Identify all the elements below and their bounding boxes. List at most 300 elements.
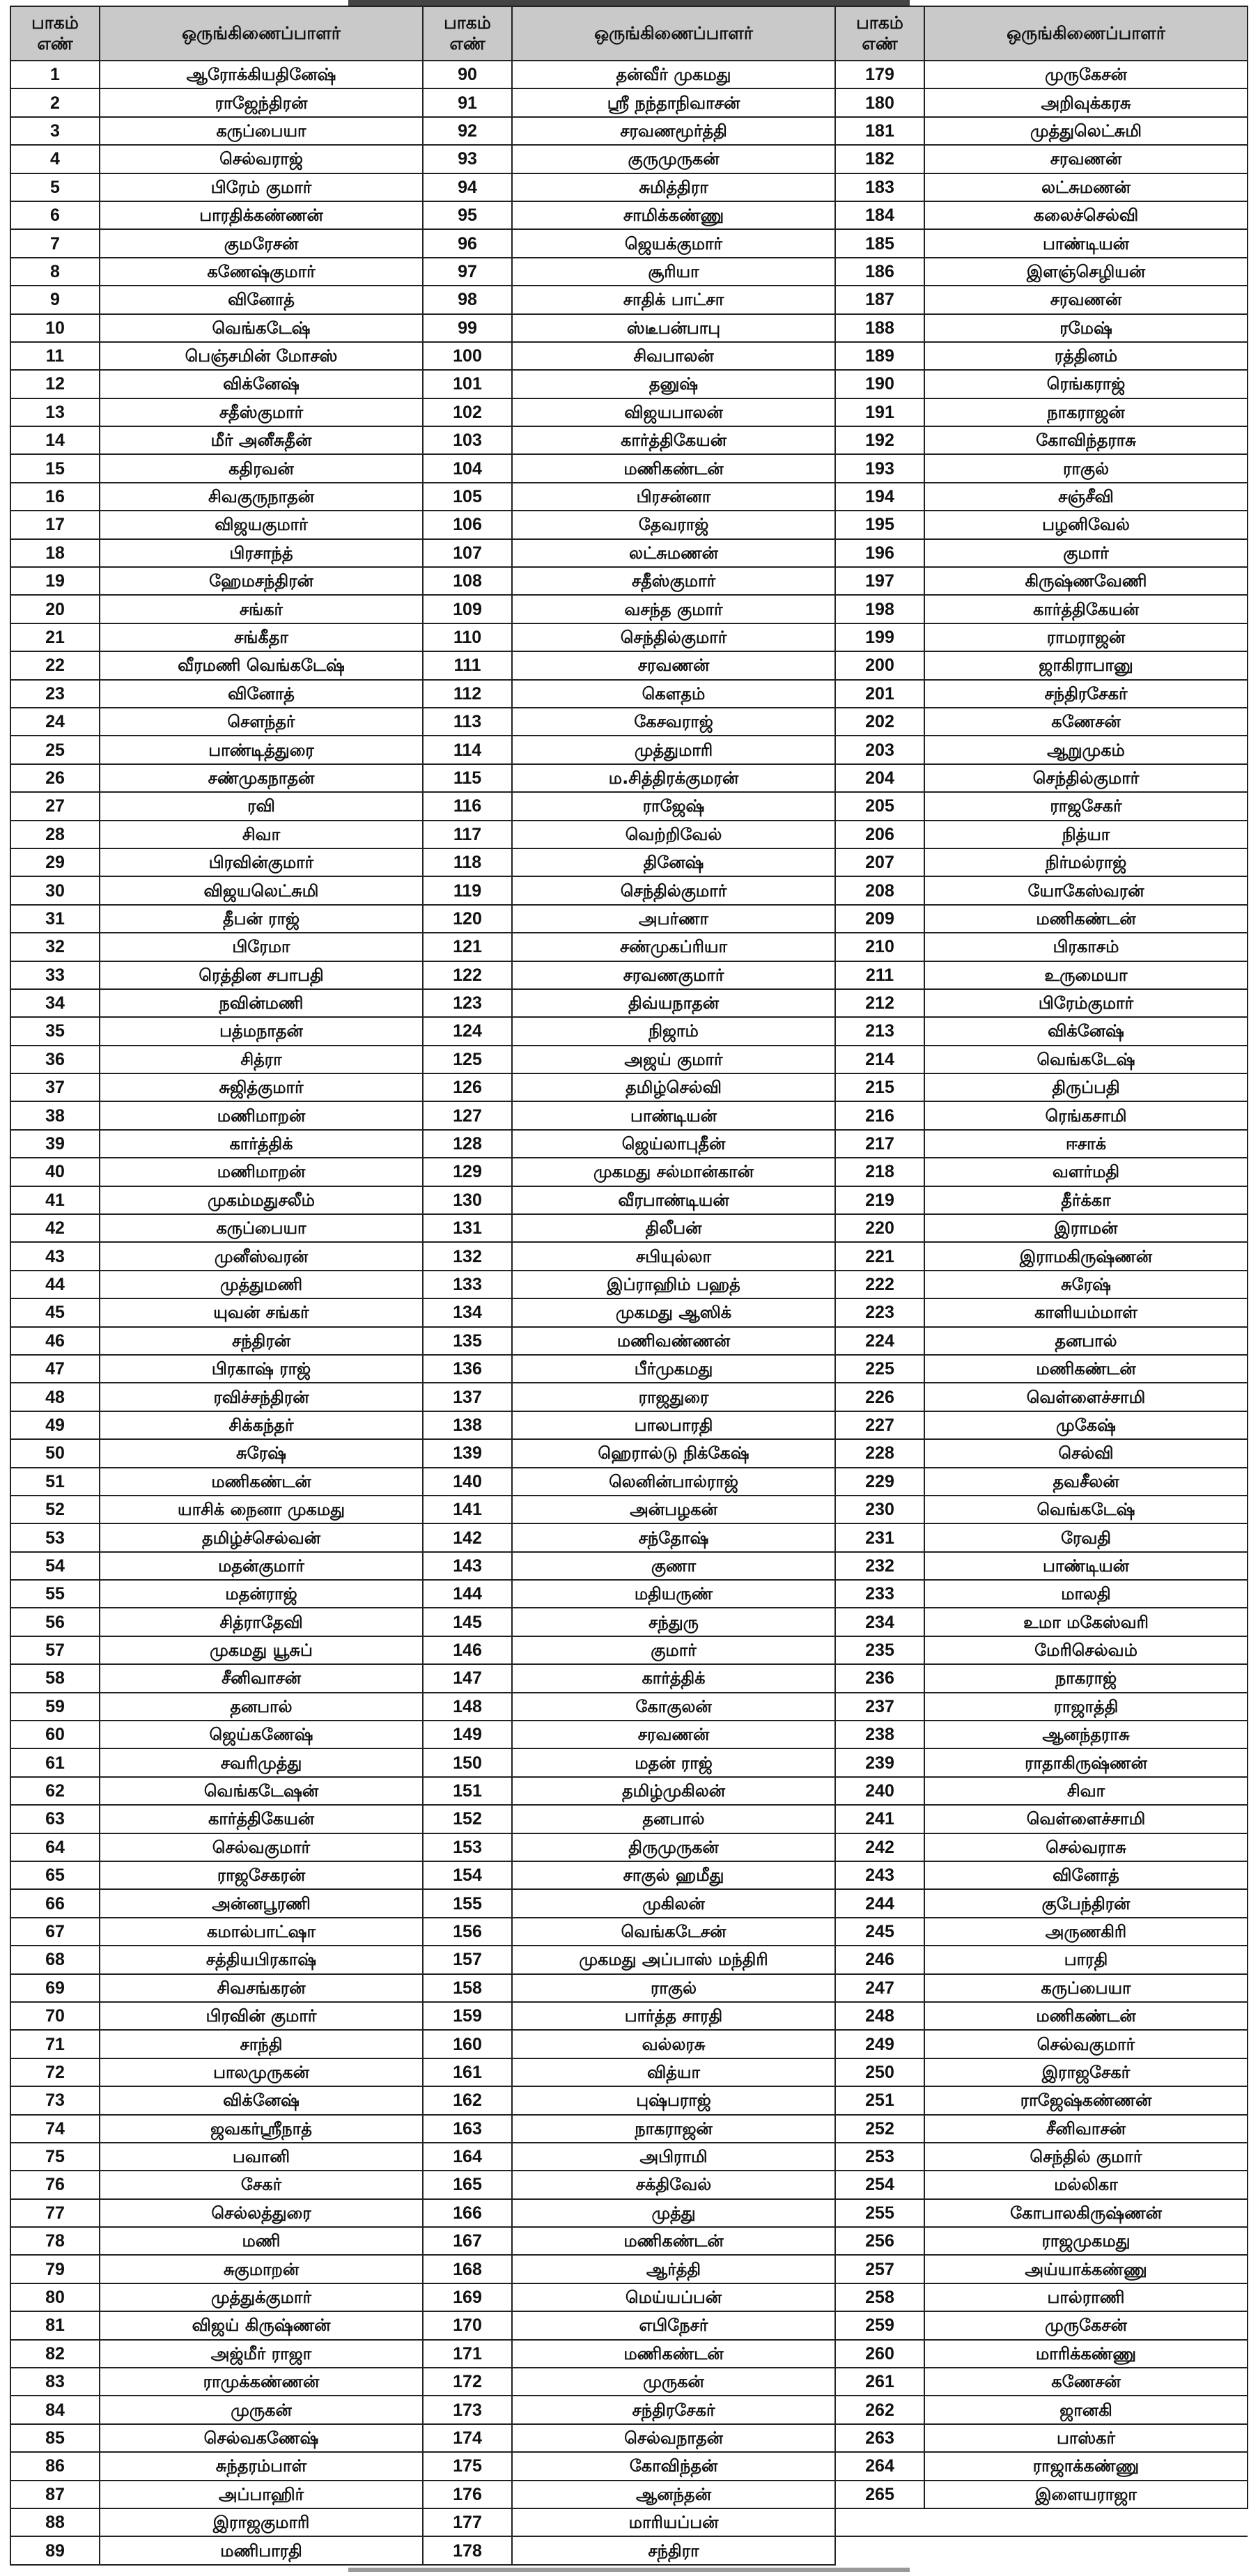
coordinator-name-cell: நவின்மணி	[100, 989, 423, 1017]
table-row	[10, 1101, 1248, 1129]
table-row	[10, 1158, 1248, 1186]
booth-number-cell: 74	[10, 2115, 100, 2143]
coordinator-name-cell: ஹெரால்டு நிக்கேஷ்	[512, 1439, 835, 1467]
booth-number-cell: 83	[10, 2368, 100, 2396]
booth-number-cell: 92	[423, 117, 512, 145]
table-row	[10, 2255, 1248, 2283]
coordinator-name-cell: ராகுல்	[924, 454, 1248, 482]
coordinator-name-cell: பார்த்த சாரதி	[512, 2002, 835, 2030]
booth-number-cell: 3	[10, 117, 100, 145]
booth-number-cell: 110	[423, 623, 512, 651]
coordinator-name-cell: ஜெயக்குமார்	[512, 229, 835, 257]
table-row	[10, 1411, 1248, 1439]
coordinator-name-cell: அய்யாக்கண்ணு	[924, 2255, 1248, 2283]
coordinator-name-cell: பிரேமா	[100, 933, 423, 961]
coordinator-name-cell: சுமித்திரா	[512, 173, 835, 201]
booth-number-cell: 6	[10, 201, 100, 229]
booth-number-cell: 206	[835, 821, 924, 848]
coordinator-name-cell: ராஜேஷ்கண்ணன்	[924, 2086, 1248, 2114]
coordinator-name-cell: உருமையா	[924, 961, 1248, 989]
booth-number-cell: 46	[10, 1327, 100, 1355]
coordinator-table	[10, 6, 1248, 2566]
booth-number-cell: 161	[423, 2058, 512, 2086]
booth-number-cell: 111	[423, 651, 512, 679]
coordinator-name-cell: தேவராஜ்	[512, 511, 835, 538]
booth-number-cell: 139	[423, 1439, 512, 1467]
coordinator-name-cell: சுரேஷ்	[924, 1271, 1248, 1298]
booth-number-cell: 154	[423, 1861, 512, 1889]
coordinator-name-cell: ராமராஜன்	[924, 623, 1248, 651]
coordinator-name-cell: ஆரோக்கியதினேஷ்	[100, 61, 423, 88]
booth-number-cell: 217	[835, 1130, 924, 1158]
coordinator-name-cell: முருகன்	[512, 2368, 835, 2396]
booth-number-cell: 239	[835, 1748, 924, 1776]
table-row	[10, 539, 1248, 567]
coordinator-name-cell: மல்லிகா	[924, 2171, 1248, 2198]
table-row	[10, 2508, 1248, 2536]
table-row	[10, 1974, 1248, 2002]
coordinator-name-cell: வினோத்	[100, 286, 423, 313]
booth-number-cell: 81	[10, 2311, 100, 2339]
table-row	[10, 2536, 1248, 2564]
booth-number-cell: 91	[423, 88, 512, 116]
coordinator-name-cell: மணிபாரதி	[100, 2536, 423, 2564]
table-row	[10, 1242, 1248, 1270]
booth-number-cell: 24	[10, 708, 100, 736]
coordinator-name-cell: ராஜேந்திரன்	[100, 88, 423, 116]
coordinator-name-cell: சூரியா	[512, 258, 835, 286]
booth-number-cell: 27	[10, 792, 100, 820]
booth-number-cell: 261	[835, 2368, 924, 2396]
booth-number-cell: 30	[10, 876, 100, 904]
coordinator-name-cell: கருப்பையா	[100, 117, 423, 145]
coordinator-name-cell: ம.சித்திரக்குமரன்	[512, 764, 835, 792]
booth-number-cell: 233	[835, 1580, 924, 1608]
coordinator-name-cell: பிரசாந்த்	[100, 539, 423, 567]
booth-number-cell: 177	[423, 2508, 512, 2536]
coordinator-name-cell: சந்தோஷ்	[512, 1523, 835, 1551]
coordinator-name-cell: குமரேசன்	[100, 229, 423, 257]
coordinator-name-cell: அன்பழகன்	[512, 1496, 835, 1523]
booth-number-cell: 10	[10, 314, 100, 342]
booth-number-cell: 203	[835, 736, 924, 763]
coordinator-name-cell: கார்த்திகேயன்	[924, 595, 1248, 623]
coordinator-name-cell: கார்த்திக்	[100, 1130, 423, 1158]
coordinator-name-cell: செந்தில்குமார்	[512, 876, 835, 904]
coordinator-name-cell: விக்னேஷ்	[100, 2086, 423, 2114]
table-row	[10, 2368, 1248, 2396]
coordinator-name-cell: உமா மகேஸ்வரி	[924, 1608, 1248, 1636]
coordinator-name-cell: சுந்தரம்பாள்	[100, 2452, 423, 2480]
booth-number-cell: 67	[10, 1918, 100, 1946]
coordinator-name-cell: பாரதிக்கண்ணன்	[100, 201, 423, 229]
coordinator-name-cell: சீனிவாசன்	[924, 2115, 1248, 2143]
coordinator-name-cell: ஸ்ரீ நந்தாநிவாசன்	[512, 88, 835, 116]
coordinator-name-cell: சக்திவேல்	[512, 2171, 835, 2198]
coordinator-name-cell: முருகன்	[100, 2396, 423, 2423]
booth-number-cell: 39	[10, 1130, 100, 1158]
coordinator-name-cell: முகேஷ்	[924, 1411, 1248, 1439]
booth-number-cell: 9	[10, 286, 100, 313]
booth-number-cell: 116	[423, 792, 512, 820]
booth-number-cell: 140	[423, 1468, 512, 1496]
coordinator-name-cell: மதியருண்	[512, 1580, 835, 1608]
booth-number-cell: 259	[835, 2311, 924, 2339]
coordinator-name-cell: கணேசன்	[924, 708, 1248, 736]
coordinator-name-cell: அஜய் குமார்	[512, 1046, 835, 1073]
table-row	[10, 933, 1248, 961]
booth-number-cell: 76	[10, 2171, 100, 2198]
table-row	[10, 1439, 1248, 1467]
coordinator-name-cell: திவ்யநாதன்	[512, 989, 835, 1017]
booth-number-cell: 137	[423, 1383, 512, 1411]
booth-number-cell: 207	[835, 848, 924, 876]
coordinator-name-cell: சரவணகுமார்	[512, 961, 835, 989]
table-row	[10, 1214, 1248, 1242]
booth-number-cell: 112	[423, 680, 512, 708]
booth-number-cell: 188	[835, 314, 924, 342]
booth-number-cell: 150	[423, 1748, 512, 1776]
table-row	[10, 2481, 1248, 2508]
table-row	[10, 1298, 1248, 1326]
booth-number-cell: 231	[835, 1523, 924, 1551]
coordinator-name-cell: ராஜேஷ்	[512, 792, 835, 820]
booth-number-cell: 204	[835, 764, 924, 792]
coordinator-name-cell: ரேவதி	[924, 1523, 1248, 1551]
booth-number-cell: 2	[10, 88, 100, 116]
header-coordinator-2: ஒருங்கிணைப்பாளர்	[512, 6, 835, 61]
table-row	[10, 117, 1248, 145]
coordinator-name-cell: வெற்றிவேல்	[512, 821, 835, 848]
coordinator-name-cell: ரவிச்சந்திரன்	[100, 1383, 423, 1411]
top-edge-rule	[348, 0, 910, 6]
table-row	[10, 2058, 1248, 2086]
coordinator-name-cell: செல்லத்துரை	[100, 2199, 423, 2227]
booth-number-cell: 35	[10, 1017, 100, 1045]
booth-number-cell: 253	[835, 2143, 924, 2171]
coordinator-name-cell: பிரசன்னா	[512, 483, 835, 511]
coordinator-name-cell: அருணகிரி	[924, 1918, 1248, 1946]
booth-number-cell: 28	[10, 821, 100, 848]
booth-number-cell: 163	[423, 2115, 512, 2143]
table-row	[10, 2199, 1248, 2227]
booth-number-cell: 16	[10, 483, 100, 511]
coordinator-name-cell: இராஜசேகர்	[924, 2058, 1248, 2086]
table-row	[10, 821, 1248, 848]
booth-number-cell: 105	[423, 483, 512, 511]
table-row	[10, 1271, 1248, 1298]
coordinator-name-cell: சதீஸ்குமார்	[100, 398, 423, 426]
table-row	[10, 1523, 1248, 1551]
table-row	[10, 201, 1248, 229]
coordinator-name-cell: சந்திரன்	[100, 1327, 423, 1355]
coordinator-name-cell: முத்து	[512, 2199, 835, 2227]
table-row	[10, 145, 1248, 173]
table-row	[10, 1693, 1248, 1721]
coordinator-name-cell: வினோத்	[924, 1861, 1248, 1889]
coordinator-name-cell: மணிவண்ணன்	[512, 1327, 835, 1355]
coordinator-name-cell: அபிராமி	[512, 2143, 835, 2171]
booth-number-cell: 11	[10, 342, 100, 370]
coordinator-name-cell: நித்யா	[924, 821, 1248, 848]
coordinator-name-cell: மணிகண்டன்	[924, 905, 1248, 933]
booth-number-cell: 254	[835, 2171, 924, 2198]
coordinator-name-cell: பாலபாரதி	[512, 1411, 835, 1439]
booth-number-cell: 165	[423, 2171, 512, 2198]
coordinator-name-cell: குபேந்திரன்	[924, 1889, 1248, 1917]
booth-number-cell: 47	[10, 1355, 100, 1383]
booth-number-cell: 220	[835, 1214, 924, 1242]
booth-number-cell: 264	[835, 2452, 924, 2480]
coordinator-name-cell: கார்த்திகேயன்	[512, 426, 835, 454]
booth-number-cell: 56	[10, 1608, 100, 1636]
coordinator-name-cell: தவசீலன்	[924, 1468, 1248, 1496]
coordinator-name-cell: ஸ்டீபன்பாபு	[512, 314, 835, 342]
table-row	[10, 258, 1248, 286]
coordinator-name-cell: அஜ்மீர் ராஜா	[100, 2340, 423, 2368]
booth-number-cell: 219	[835, 1186, 924, 1214]
booth-number-cell: 102	[423, 398, 512, 426]
table-row	[10, 398, 1248, 426]
coordinator-name-cell: முகமது யூசுப்	[100, 1636, 423, 1664]
booth-number-cell: 214	[835, 1046, 924, 1073]
coordinator-name-cell: முகமது அப்பாஸ் மந்திரி	[512, 1946, 835, 1973]
table-row	[10, 1017, 1248, 1045]
coordinator-name-cell: செல்வி	[924, 1439, 1248, 1467]
coordinator-name-cell: வெள்ளைச்சாமி	[924, 1383, 1248, 1411]
booth-number-cell: 55	[10, 1580, 100, 1608]
coordinator-name-cell: பீர்முகமது	[512, 1355, 835, 1383]
coordinator-name-cell: சரவணன்	[512, 1721, 835, 1748]
booth-number-cell: 172	[423, 2368, 512, 2396]
coordinator-name-cell: செல்வநாதன்	[512, 2424, 835, 2452]
coordinator-name-cell: சிவா	[924, 1777, 1248, 1805]
booth-number-cell: 198	[835, 595, 924, 623]
coordinator-name-cell: சந்திரசேகர்	[512, 2396, 835, 2423]
booth-number-cell: 12	[10, 370, 100, 398]
table-row	[10, 2340, 1248, 2368]
booth-number-cell: 144	[423, 1580, 512, 1608]
table-row	[10, 511, 1248, 538]
table-row	[10, 483, 1248, 511]
coordinator-name-cell: ஈசாக்	[924, 1130, 1248, 1158]
coordinator-name-cell: விஜயலெட்சுமி	[100, 876, 423, 904]
coordinator-name-cell: கமால்பாட்ஷா	[100, 1918, 423, 1946]
coordinator-name-cell: பாரதி	[924, 1946, 1248, 1973]
coordinator-name-cell: இப்ராஹிம் பஹத்	[512, 1271, 835, 1298]
coordinator-name-cell: ஜவகர்ஸ்ரீநாத்	[100, 2115, 423, 2143]
coordinator-name-cell: விஜயபாலன்	[512, 398, 835, 426]
booth-number-cell: 33	[10, 961, 100, 989]
table-row	[10, 708, 1248, 736]
coordinator-name-cell: சிவகுருநாதன்	[100, 483, 423, 511]
booth-number-cell: 21	[10, 623, 100, 651]
coordinator-name-cell: மீர் அனீசுதீன்	[100, 426, 423, 454]
coordinator-name-cell: சுஜித்குமார்	[100, 1073, 423, 1101]
booth-number-cell: 148	[423, 1693, 512, 1721]
booth-number-cell: 115	[423, 764, 512, 792]
booth-number-cell: 185	[835, 229, 924, 257]
booth-number-cell: 65	[10, 1861, 100, 1889]
coordinator-name-cell: தனுஷ்	[512, 370, 835, 398]
booth-number-cell: 48	[10, 1383, 100, 1411]
booth-number-cell: 182	[835, 145, 924, 173]
coordinator-name-cell: சண்முகநாதன்	[100, 764, 423, 792]
coordinator-name-cell: நாகராஜ்	[924, 1664, 1248, 1692]
booth-number-cell: 68	[10, 1946, 100, 1973]
booth-number-cell: 141	[423, 1496, 512, 1523]
coordinator-name-cell: சந்திரா	[512, 2536, 835, 2564]
coordinator-name-cell: பிரவின்குமார்	[100, 848, 423, 876]
booth-number-cell: 167	[423, 2227, 512, 2255]
booth-number-cell: 75	[10, 2143, 100, 2171]
coordinator-name-cell: கலைச்செல்வி	[924, 201, 1248, 229]
coordinator-name-cell: அபர்ணா	[512, 905, 835, 933]
table-row	[10, 848, 1248, 876]
table-row	[10, 1046, 1248, 1073]
booth-number-cell: 151	[423, 1777, 512, 1805]
coordinator-name-cell: குணா	[512, 1552, 835, 1580]
coordinator-name-cell: ராஜதுரை	[512, 1383, 835, 1411]
coordinator-name-cell: மணிகண்டன்	[924, 2002, 1248, 2030]
booth-number-cell: 87	[10, 2481, 100, 2508]
booth-number-cell: 22	[10, 651, 100, 679]
booth-number-cell: 251	[835, 2086, 924, 2114]
coordinator-name-cell: மதன்குமார்	[100, 1552, 423, 1580]
table-row	[10, 1833, 1248, 1861]
booth-number-cell: 263	[835, 2424, 924, 2452]
coordinator-name-cell: இராமகிருஷ்ணன்	[924, 1242, 1248, 1270]
booth-number-cell: 241	[835, 1805, 924, 1833]
booth-number-cell: 43	[10, 1242, 100, 1270]
booth-number-cell: 193	[835, 454, 924, 482]
booth-number-cell: 17	[10, 511, 100, 538]
booth-number-cell: 59	[10, 1693, 100, 1721]
booth-number-cell: 153	[423, 1833, 512, 1861]
booth-number-cell: 78	[10, 2227, 100, 2255]
booth-number-cell: 265	[835, 2481, 924, 2508]
booth-number-cell: 57	[10, 1636, 100, 1664]
booth-number-cell: 174	[423, 2424, 512, 2452]
booth-number-cell: 247	[835, 1974, 924, 2002]
coordinator-name-cell: வசந்த குமார்	[512, 595, 835, 623]
coordinator-name-cell: ராஜமுகமது	[924, 2227, 1248, 2255]
coordinator-name-cell: சரவணன்	[512, 651, 835, 679]
booth-number-cell: 166	[423, 2199, 512, 2227]
coordinator-name-cell: மணி	[100, 2227, 423, 2255]
booth-number-cell: 199	[835, 623, 924, 651]
booth-number-cell: 132	[423, 1242, 512, 1270]
table-row	[10, 1383, 1248, 1411]
booth-number-cell: 20	[10, 595, 100, 623]
booth-number-cell: 8	[10, 258, 100, 286]
booth-number-cell: 258	[835, 2283, 924, 2311]
booth-number-cell: 82	[10, 2340, 100, 2368]
booth-number-cell: 1	[10, 61, 100, 88]
coordinator-name-cell: வல்லரசு	[512, 2030, 835, 2058]
table-row	[10, 2171, 1248, 2198]
coordinator-name-cell: நாகராஜன்	[924, 398, 1248, 426]
header-coordinator-3: ஒருங்கிணைப்பாளர்	[924, 6, 1248, 61]
coordinator-name-cell: ரெத்தின சபாபதி	[100, 961, 423, 989]
booth-number-cell: 200	[835, 651, 924, 679]
booth-number-cell: 58	[10, 1664, 100, 1692]
booth-number-cell: 211	[835, 961, 924, 989]
table-row	[10, 286, 1248, 313]
table-row	[10, 989, 1248, 1017]
coordinator-name-cell: பிரேம் குமார்	[100, 173, 423, 201]
coordinator-name-cell: சத்தியபிரகாஷ்	[100, 1946, 423, 1973]
booth-number-cell: 221	[835, 1242, 924, 1270]
coordinator-name-cell: ஜானகி	[924, 2396, 1248, 2423]
coordinator-name-cell: ஆர்த்தி	[512, 2255, 835, 2283]
booth-number-cell: 218	[835, 1158, 924, 1186]
booth-number-cell: 128	[423, 1130, 512, 1158]
header-booth-number-2: பாகம் எண்	[423, 6, 512, 61]
coordinator-name-cell: மணிமாறன்	[100, 1158, 423, 1186]
coordinator-name-cell: முகமது ஆஸிக்	[512, 1298, 835, 1326]
empty-cell	[924, 2536, 1248, 2564]
booth-number-cell: 149	[423, 1721, 512, 1748]
booth-number-cell: 192	[835, 426, 924, 454]
coordinator-name-cell: செல்வராசு	[924, 1833, 1248, 1861]
booth-number-cell: 210	[835, 933, 924, 961]
booth-number-cell: 212	[835, 989, 924, 1017]
booth-number-cell: 94	[423, 173, 512, 201]
empty-cell	[835, 2536, 924, 2564]
booth-number-cell: 178	[423, 2536, 512, 2564]
table-row	[10, 229, 1248, 257]
table-row	[10, 1580, 1248, 1608]
booth-number-cell: 38	[10, 1101, 100, 1129]
coordinator-name-cell: பவானி	[100, 2143, 423, 2171]
booth-number-cell: 252	[835, 2115, 924, 2143]
coordinator-name-cell: கௌதம்	[512, 680, 835, 708]
booth-number-cell: 164	[423, 2143, 512, 2171]
coordinator-name-cell: திலீபன்	[512, 1214, 835, 1242]
table-body	[10, 61, 1248, 2565]
booth-number-cell: 126	[423, 1073, 512, 1101]
booth-number-cell: 79	[10, 2255, 100, 2283]
booth-number-cell: 142	[423, 1523, 512, 1551]
table-row	[10, 1130, 1248, 1158]
booth-number-cell: 133	[423, 1271, 512, 1298]
table-row	[10, 1496, 1248, 1523]
table-row	[10, 454, 1248, 482]
coordinator-name-cell: சங்கீதா	[100, 623, 423, 651]
coordinator-name-cell: நிஜாம்	[512, 1017, 835, 1045]
coordinator-name-cell: வெங்கடேசன்	[512, 1918, 835, 1946]
booth-number-cell: 60	[10, 1721, 100, 1748]
coordinator-name-cell: தனபால்	[924, 1327, 1248, 1355]
booth-number-cell: 63	[10, 1805, 100, 1833]
booth-number-cell: 143	[423, 1552, 512, 1580]
booth-number-cell: 117	[423, 821, 512, 848]
booth-number-cell: 197	[835, 567, 924, 595]
coordinator-name-cell: மணிமாறன்	[100, 1101, 423, 1129]
table-row	[10, 1748, 1248, 1776]
booth-number-cell: 25	[10, 736, 100, 763]
coordinator-name-cell: இளையராஜா	[924, 2481, 1248, 2508]
booth-number-cell: 196	[835, 539, 924, 567]
booth-number-cell: 226	[835, 1383, 924, 1411]
coordinator-name-cell: பத்மநாதன்	[100, 1017, 423, 1045]
booth-number-cell: 45	[10, 1298, 100, 1326]
coordinator-name-cell: பாண்டித்துரை	[100, 736, 423, 763]
booth-number-cell: 4	[10, 145, 100, 173]
coordinator-name-cell: ராஜசேகர்	[924, 792, 1248, 820]
coordinator-name-cell: மணிகண்டன்	[100, 1468, 423, 1496]
